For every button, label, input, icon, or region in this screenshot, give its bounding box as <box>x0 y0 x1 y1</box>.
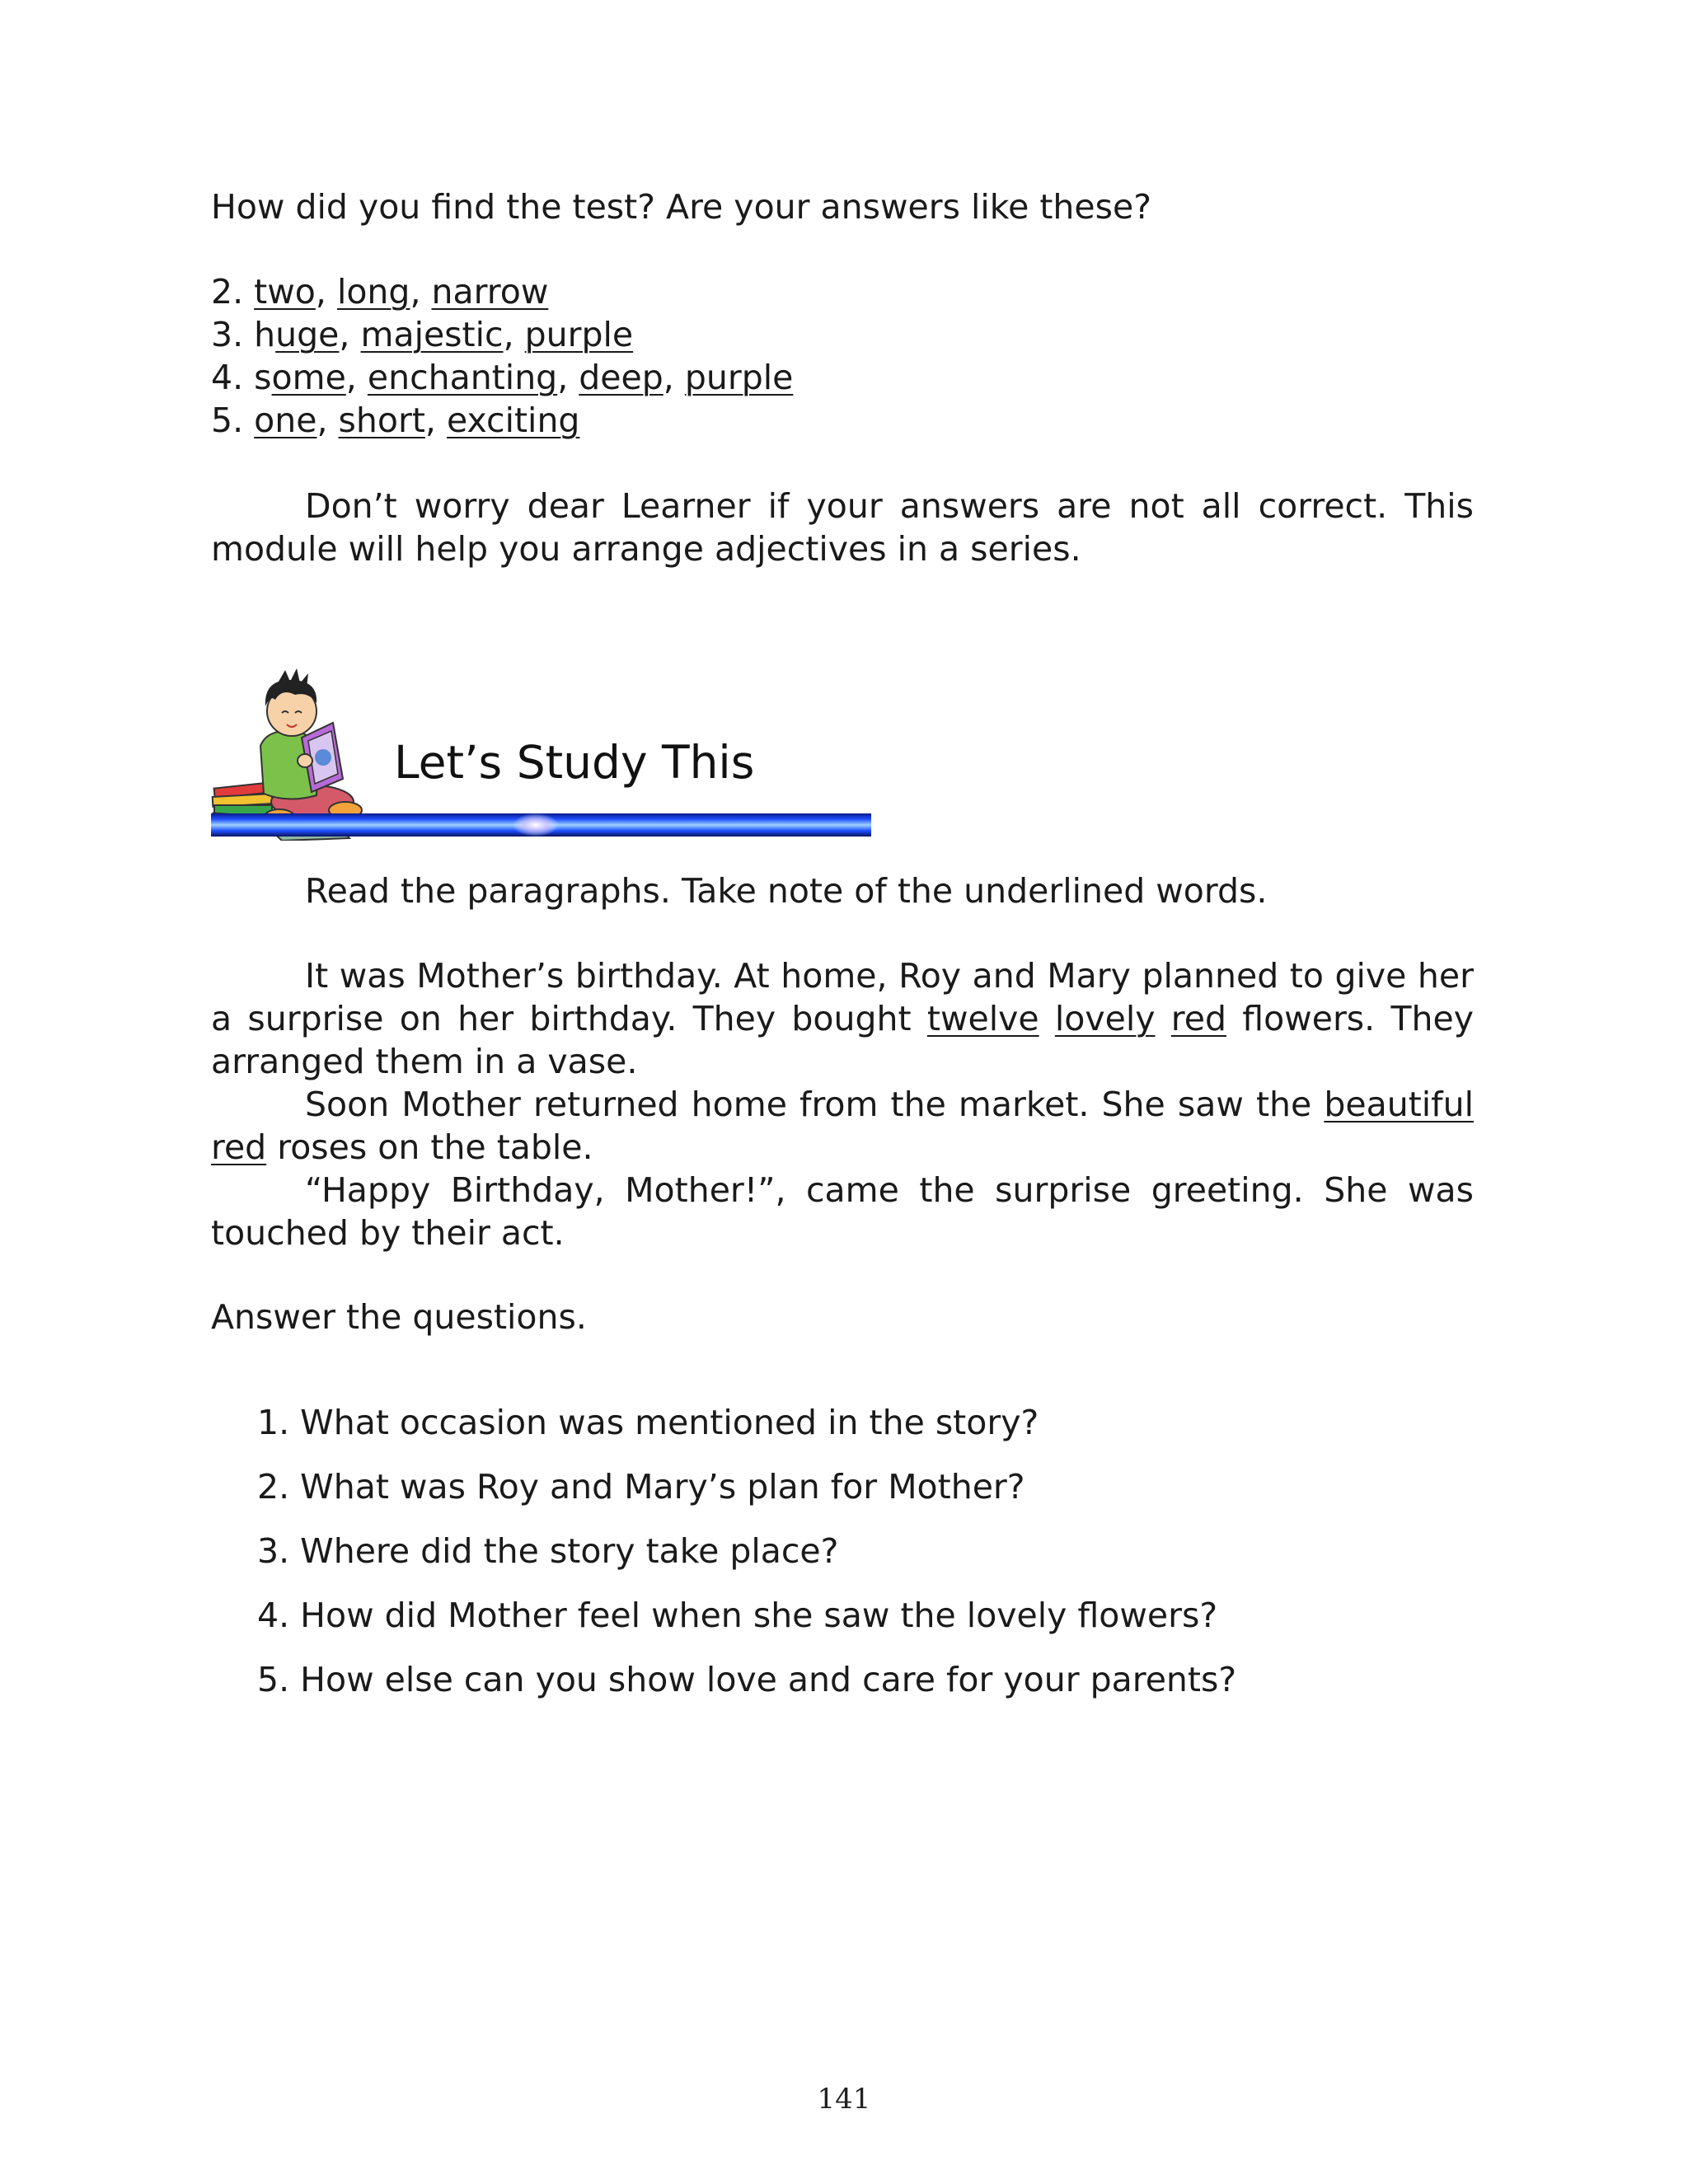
question-item: 1. What occasion was mentioned in the story? <box>257 1403 1039 1442</box>
question-item: 2. What was Roy and Mary’s plan for Mother? <box>257 1467 1025 1507</box>
answer-word: uge <box>275 315 340 354</box>
question-item: 5. How else can you show love and care for your parents? <box>257 1660 1237 1699</box>
answer-word: narrow <box>431 272 549 312</box>
answer-word: purple <box>524 315 634 354</box>
answer-word: deep <box>579 358 663 397</box>
underlined-adjective: beautiful <box>1324 1085 1474 1124</box>
underlined-adjective: red <box>1170 999 1226 1038</box>
question-list <box>257 1401 1411 1722</box>
answer-word: long <box>336 272 410 312</box>
answer-line-5: 5. one, short, exciting <box>211 401 580 440</box>
underlined-adjective: red <box>211 1127 267 1167</box>
reading-instructions: Read the paragraphs. Take note of the underlined words. <box>305 871 1268 911</box>
answer-word: majestic <box>360 315 504 354</box>
question-item: 4. How did Mother feel when she saw the lovely flowers? <box>257 1596 1218 1635</box>
question-item: 3. Where did the story take place? <box>257 1531 839 1571</box>
underlined-adjective: twelve <box>926 999 1039 1038</box>
answer-word: short <box>338 401 425 440</box>
answer-key-list <box>211 270 1474 442</box>
answer-line-2: 2. two, long, narrow <box>211 272 549 312</box>
section-title-bar <box>211 813 871 837</box>
story-paragraph-1: It was Mother’s birthday. At home, Roy and Mary planned to give her a surprise on her birthday. They bought twelve lovely red flowers. They arranged them in a vase. <box>211 956 1474 1081</box>
answer-word: ome <box>271 358 346 397</box>
answer-word: exciting <box>447 401 580 440</box>
underlined-adjective: lovely <box>1054 999 1156 1038</box>
story-paragraph-2: Soon Mother returned home from the market. She saw the beautiful red roses on the table. <box>211 1085 1474 1167</box>
answer-line-4: 4. some, enchanting, deep, purple <box>211 358 794 397</box>
answer-word: enchanting <box>367 358 558 397</box>
intro-question: How did you find the test? Are your answers like these? <box>211 187 1151 227</box>
section-title: Let’s Study This <box>394 736 755 789</box>
story-passage <box>211 954 1474 1254</box>
page-number: 141 <box>817 2083 871 2116</box>
story-paragraph-3: “Happy Birthday, Mother!”, came the surprise greeting. She was touched by their act. <box>211 1170 1474 1253</box>
answer-word: one <box>254 401 317 440</box>
answer-word: two <box>254 272 316 312</box>
answer-line-3: 3. huge, majestic, purple <box>211 315 634 354</box>
answer-word: purple <box>684 358 794 397</box>
encouragement-note: Don’t worry dear Learner if your answers are not all correct. This module will help you arrange adjectives in a series. <box>211 486 1474 569</box>
answer-heading: Answer the questions. <box>211 1297 587 1337</box>
